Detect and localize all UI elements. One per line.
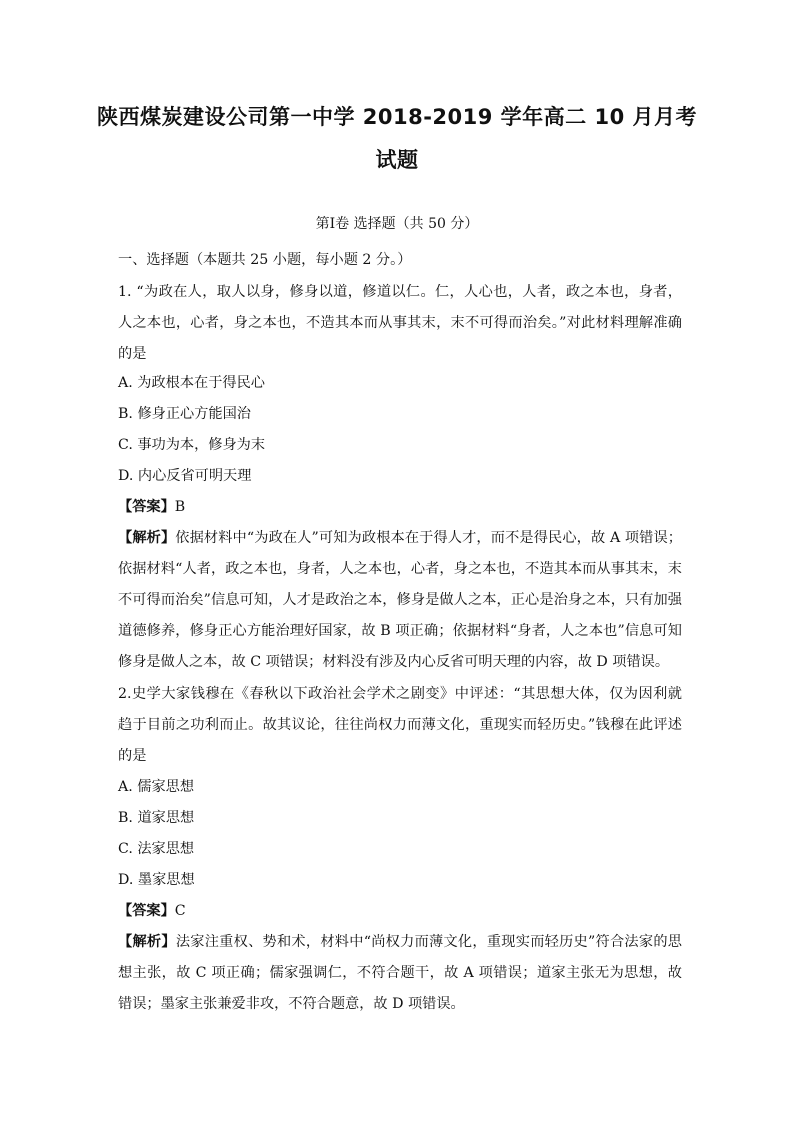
document-title-line-2: 试题 (375, 148, 419, 172)
document-title-line-1: 陕西煤炭建设公司第一中学 2018-2019 学年高二 10 月月考 (96, 105, 698, 129)
answer-value: B (174, 499, 186, 515)
answer-label: 【答案】 (118, 499, 175, 515)
question-2-stem-line-3: 的是 (118, 748, 147, 764)
question-2-analysis-line-1 (118, 932, 682, 952)
analysis-label: 【解析】 (118, 934, 176, 950)
question-1-stem-line-2: 人之本也，心者，身之本也，不造其本而从事其末，末不可得而治矣。”对此材料理解准确 (118, 315, 682, 331)
section-header: 第Ⅰ卷 选择题（共 50 分） (315, 216, 479, 232)
analysis-label: 【解析】 (118, 530, 176, 546)
question-1-answer (118, 497, 682, 517)
analysis-text: 法家注重权、势和术，材料中“尚权力而薄文化，重现实而轻历史”符合法家的思 (175, 934, 682, 950)
question-1-stem-line-1: 1. “为政在人，取人以身，修身以道，修道以仁。仁，人心也，人者，政之本也，身者， (118, 284, 682, 300)
question-2-option-d: D. 墨家思想 (118, 872, 195, 888)
question-2-option-a: A. 儒家思想 (118, 779, 195, 795)
question-1-analysis-line-5: 修身是做人之本，故 C 项错误；材料没有涉及内心反省可明天理的内容，故 D 项错误。 (118, 654, 670, 670)
question-2-stem-line-2: 趋于目前之功利而止。故其议论，往往尚权力而薄文化，重现实而轻历史。”钱穆在此评述 (118, 717, 682, 733)
question-2-option-b: B. 道家思想 (118, 810, 195, 826)
question-2-option-c: C. 法家思想 (118, 841, 195, 857)
answer-value: C (174, 903, 186, 919)
question-1-analysis-line-1 (118, 528, 682, 548)
question-1-option-b: B. 修身正心方能国治 (118, 406, 251, 422)
question-1-analysis-line-3: 不可得而治矣”信息可知，人才是政治之本，修身是做人之本，正心是治身之本，只有加强 (118, 592, 682, 608)
question-1-analysis-line-2: 依据材料“人者，政之本也，身者，人之本也，心者，身之本也，不造其本而从事其末，末 (118, 561, 682, 577)
question-1-option-c: C. 事功为本，修身为末 (118, 437, 266, 453)
question-2-answer (118, 901, 682, 921)
question-1-analysis-line-4: 道德修养，修身正心方能治理好国家，故 B 项正确；依据材料“身者，人之本也”信息可知 (118, 623, 682, 639)
answer-label: 【答案】 (118, 903, 175, 919)
question-1-option-a: A. 为政根本在于得民心 (118, 375, 265, 391)
question-1-option-d: D. 内心反省可明天理 (118, 468, 252, 484)
question-2-analysis-line-2: 想主张，故 C 项正确；儒家强调仁，不符合题干，故 A 项错误；道家主张无为思想，故 (118, 965, 682, 981)
analysis-text: 依据材料中“为政在人”可知为政根本在于得人才，而不是得民心，故 A 项错误； (175, 530, 682, 546)
question-1-stem-line-3: 的是 (118, 346, 147, 362)
instructions: 一、选择题（本题共 25 小题，每小题 2 分。） (118, 252, 412, 268)
question-2-analysis-line-3: 错误；墨家主张兼爱非攻，不符合题意，故 D 项错误。 (118, 996, 465, 1012)
question-2-stem-line-1: 2.史学大家钱穆在《春秋以下政治社会学术之剧变》中评述：“其思想大体，仅为因利就 (118, 686, 682, 702)
